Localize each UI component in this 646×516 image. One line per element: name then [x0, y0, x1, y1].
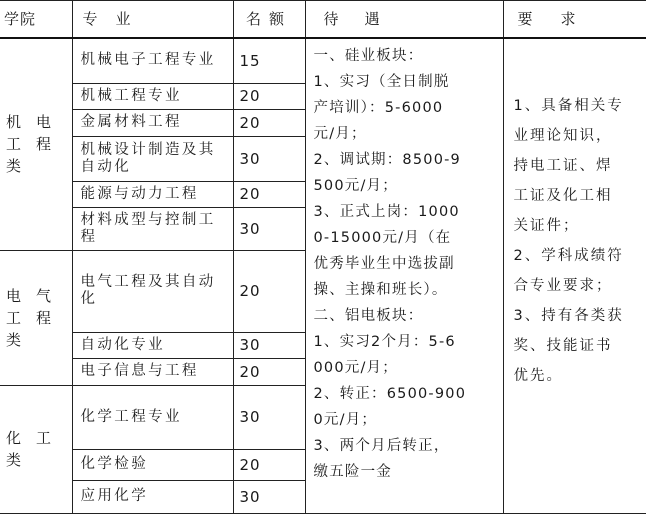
- treatment-line: 500元/月；: [313, 178, 398, 194]
- quota-cell: 20: [233, 449, 305, 480]
- treatment-line: 000元/月；: [313, 360, 398, 376]
- college-cell-mechanical: [0, 38, 72, 250]
- quota-cell: 20: [233, 358, 305, 385]
- requirement-line: 工证及化工相: [513, 188, 613, 204]
- treatment-line: 1、实习2个月：5-6: [313, 334, 456, 350]
- major-cell: 金属材料工程: [72, 109, 233, 136]
- treatment-cell: [305, 38, 503, 513]
- major-cell: 机械设计制造及其自动化: [72, 136, 233, 181]
- quota-cell: 20: [233, 109, 305, 136]
- major-cell: 电气工程及其自动化: [72, 250, 233, 332]
- requirement-line: 优先。: [513, 368, 563, 384]
- requirement-line: 关证件；: [513, 218, 580, 234]
- major-cell: 材料成型与控制工程: [72, 207, 233, 250]
- treatment-line: 优秀毕业生中选拔副: [313, 256, 455, 272]
- treatment-line: 一、硅业板块：: [313, 48, 424, 64]
- major-cell: 化学工程专业: [72, 385, 233, 449]
- quota-cell: 20: [233, 250, 305, 332]
- header-row: [0, 1, 646, 39]
- treatment-line: 1、实习（全日制脱: [313, 74, 450, 90]
- quota-cell: 30: [233, 332, 305, 358]
- quota-cell: 20: [233, 83, 305, 109]
- treatment-line: 产培训）：5-6000: [313, 100, 444, 116]
- major-cell: 能源与动力工程: [72, 181, 233, 207]
- table-row: [0, 38, 646, 83]
- quota-cell: 30: [233, 385, 305, 449]
- college-line: 电 气: [6, 286, 52, 305]
- college-line: 工 程: [6, 308, 52, 327]
- quota-cell: 30: [233, 207, 305, 250]
- major-cell: 应用化学: [72, 480, 233, 513]
- requirement-line: 持电工证、焊: [513, 158, 613, 174]
- requirement-line: 1、具备相关专: [513, 98, 624, 114]
- major-cell: 电子信息与工程: [72, 358, 233, 385]
- treatment-line: 二、铝电板块：: [313, 308, 424, 324]
- requirement-line: 奖、技能证书: [513, 338, 613, 354]
- college-cell-electrical: [0, 250, 72, 385]
- major-cell: 机械电子工程专业: [72, 38, 233, 83]
- college-line: 机 电: [6, 113, 52, 132]
- college-line: 类: [6, 330, 22, 349]
- college-line: 化 工: [6, 429, 52, 447]
- header-requirements: 要求: [503, 1, 646, 39]
- treatment-line: 操、主操和班长）。: [313, 282, 448, 298]
- major-cell: 自动化专业: [72, 332, 233, 358]
- requirements-cell: [503, 38, 646, 513]
- major-cell: 机械工程专业: [72, 83, 233, 109]
- header-treatment: 待遇: [305, 1, 503, 39]
- major-cell: 化学检验: [72, 449, 233, 480]
- college-line: 类: [6, 451, 22, 469]
- requirement-line: 业理论知识，: [513, 128, 613, 144]
- quota-cell: 20: [233, 181, 305, 207]
- quota-cell: 30: [233, 136, 305, 181]
- college-cell-chemical: [0, 385, 72, 513]
- requirement-line: 3、持有各类获: [513, 308, 624, 324]
- college-line: 类: [6, 157, 22, 176]
- treatment-line: 3、正式上岗：1000: [313, 204, 460, 220]
- quota-cell: 30: [233, 480, 305, 513]
- treatment-line: 元/月；: [313, 126, 367, 142]
- header-major: 专业: [72, 1, 233, 39]
- header-college: 学院: [0, 1, 72, 39]
- requirement-line: 合专业要求；: [513, 278, 613, 294]
- quota-cell: 15: [233, 38, 305, 83]
- treatment-line: 缴五险一金: [313, 464, 392, 480]
- treatment-line: 3、两个月后转正，: [313, 438, 450, 454]
- header-quota: 名额: [233, 1, 305, 39]
- treatment-line: 0-15000元/月（在: [313, 230, 452, 246]
- treatment-line: 2、转正：6500-900: [313, 386, 467, 402]
- treatment-line: 2、调试期：8500-9: [313, 152, 461, 168]
- treatment-line: 0元/月；: [313, 412, 378, 428]
- requirement-line: 2、学科成绩符: [513, 248, 624, 264]
- college-line: 工 程: [6, 135, 52, 154]
